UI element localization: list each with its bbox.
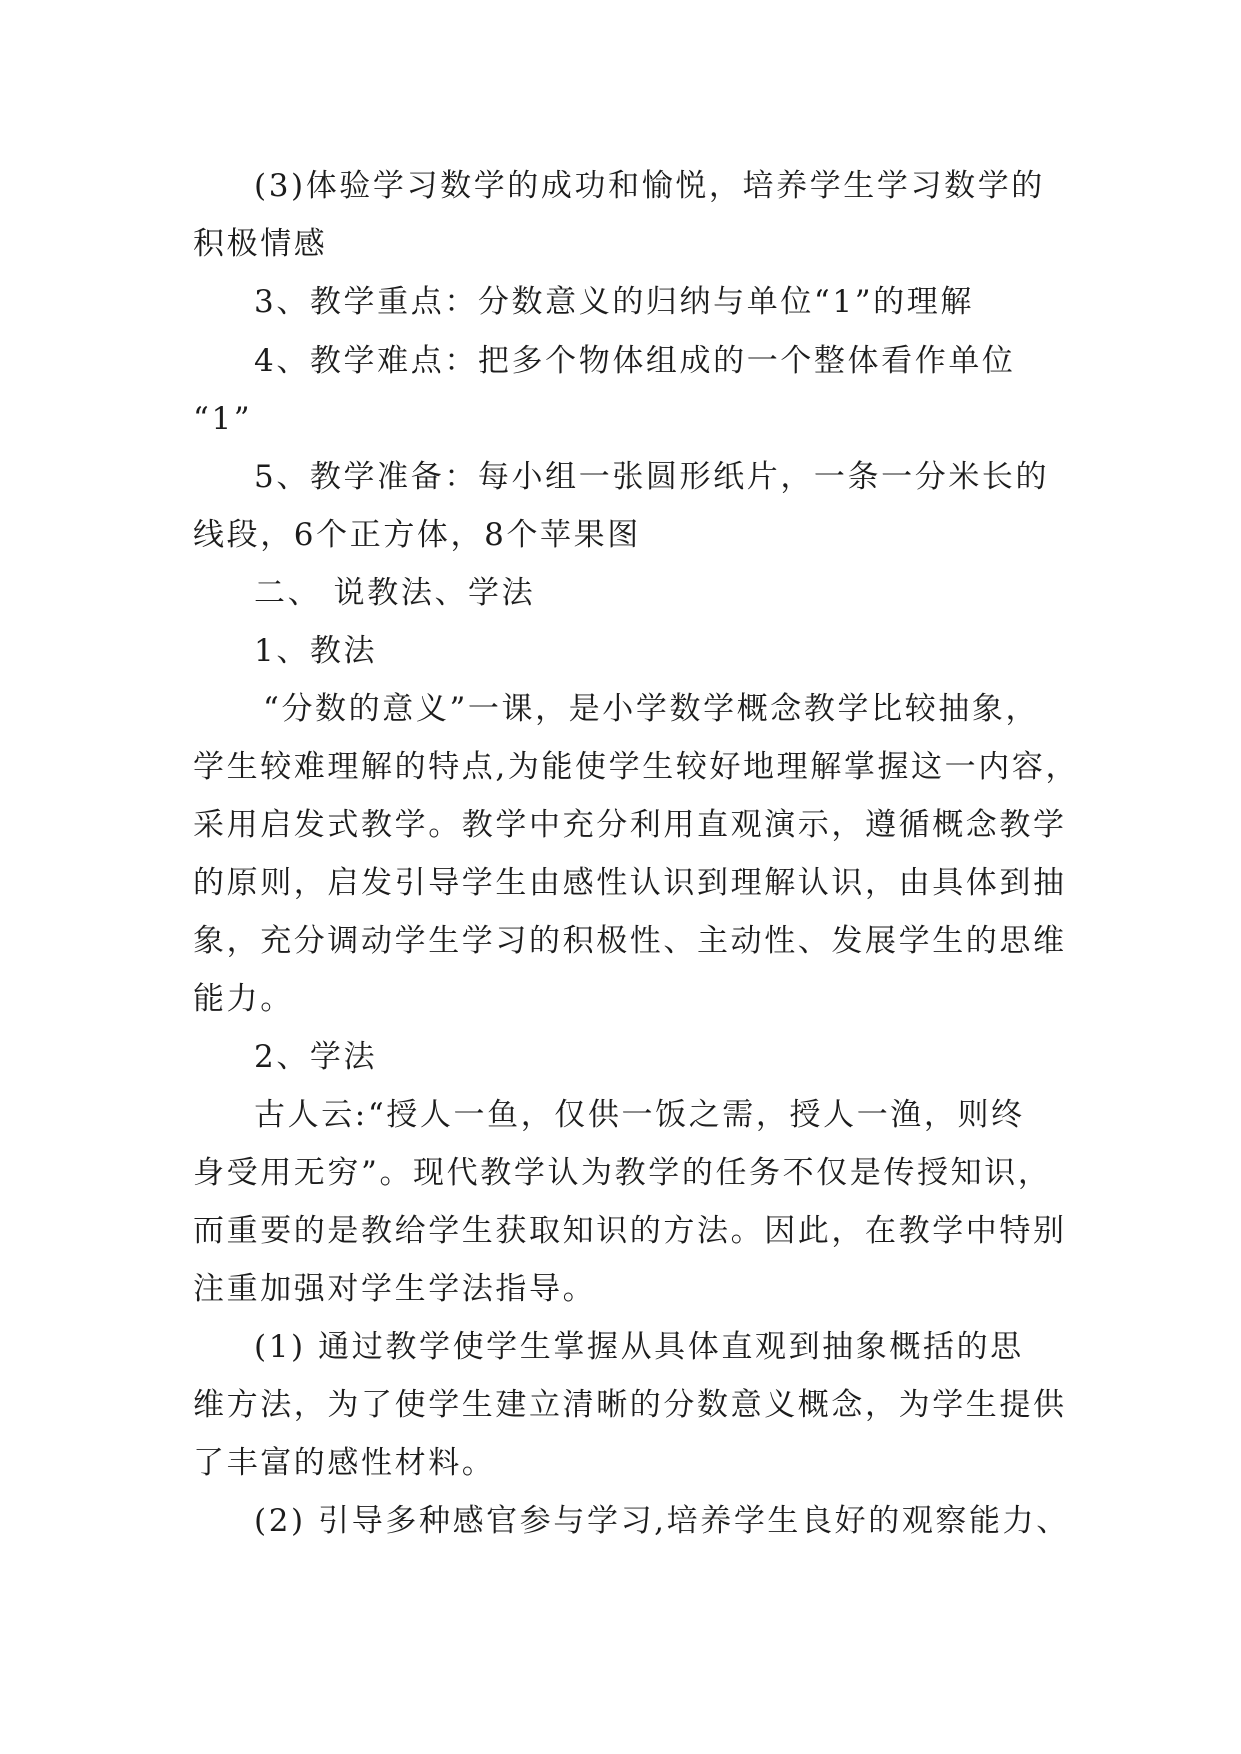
subsection-heading: 1、教法	[254, 633, 378, 669]
text-line: 积极情感	[193, 226, 328, 262]
text-line: (1) 通过教学使学生掌握从具体直观到抽象概括的思	[254, 1329, 1024, 1365]
text-line: 注重加强对学生学法指导。	[193, 1271, 597, 1307]
text-line: 3、教学重点：分数意义的归纳与单位“1”的理解	[254, 284, 974, 320]
text-line: 维方法，为了使学生建立清晰的分数意义概念，为学生提供	[193, 1387, 1067, 1423]
text-line: “1”	[193, 401, 253, 437]
text-line: 5、教学准备：每小组一张圆形纸片，一条一分米长的	[254, 459, 1050, 495]
text-line: 线段，6个正方体，8个苹果图	[193, 517, 641, 553]
text-line: 了丰富的感性材料。	[193, 1445, 496, 1481]
text-line: 学生较难理解的特点,为能使学生较好地理解掌握这一内容，	[193, 749, 1080, 785]
text-line: 古人云:“授人一鱼，仅供一饭之需，授人一渔，则终	[254, 1097, 1025, 1133]
text-line: 4、教学难点：把多个物体组成的一个整体看作单位	[254, 343, 1016, 379]
text-line: (2) 引导多种感官参与学习,培养学生良好的观察能力、	[254, 1503, 1070, 1539]
text-line: 采用启发式教学。教学中充分利用直观演示，遵循概念教学	[193, 807, 1067, 843]
text-line: 象，充分调动学生学习的积极性、主动性、发展学生的思维	[193, 923, 1067, 959]
text-line: 的原则，启发引导学生由感性认识到理解认识，由具体到抽	[193, 865, 1067, 901]
text-line: (3)体验学习数学的成功和愉悦，培养学生学习数学的	[254, 168, 1045, 204]
subsection-heading: 2、学法	[254, 1039, 378, 1075]
text-line: 而重要的是教给学生获取知识的方法。因此，在教学中特别	[193, 1213, 1067, 1249]
text-line: 身受用无穷”。现代教学认为教学的任务不仅是传授知识，	[193, 1155, 1052, 1191]
text-line: “分数的意义”一课，是小学数学概念教学比较抽象，	[263, 691, 1040, 727]
text-line: 能力。	[193, 981, 294, 1017]
section-heading: 二、 说教法、学法	[254, 575, 536, 611]
